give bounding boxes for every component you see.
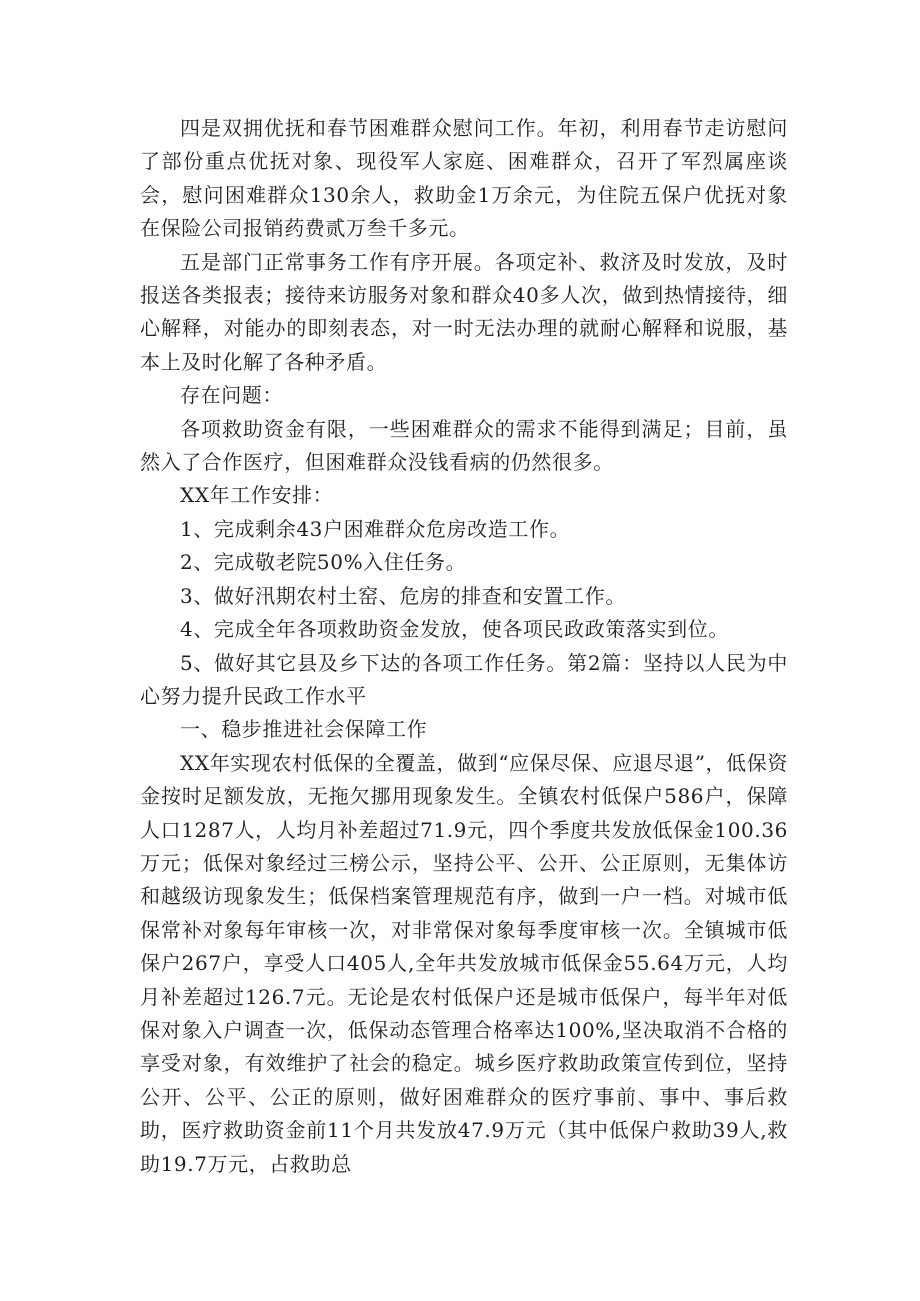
plan-item-5: 5、做好其它县及乡下达的各项工作任务。第2篇：坚持以人民为中心努力提升民政工作水平 xyxy=(140,650,788,708)
section-heading-social-security: 一、稳步推进社会保障工作 xyxy=(180,717,428,742)
paragraph-dibao: XX年实现农村低保的全覆盖，做到“应保尽保、应退尽退”，低保资金按时足额发放，无拖欠挪用现象发生。全镇农村低保户586户，保障人口1287人，人均月补差超过71.9元，四个季度共发放低保金100.36万元；低保对象经过三榜公示，坚持公平、公开、公正原则，无集体访和越级访现象发生；低保档案管理规范有序，做到一户一档。对城市低保常补对象每年审核一次，对非常保对象每季度审核一次。全镇城市低保户267户，享受人口405人,全年共发放城市低保金55.64万元，人均月补差超过126.7元。无论是农村低保户还是城市低保户，每半年对低保对象入户调查一次，低保动态管理合格率达100%,坚决取消不合格的享受对象，有效维护了社会的稳定。城乡医疗救助政策宣传到位，坚持公开、公平、公正的原则，做好困难群众的医疗事前、事中、事后救助，医疗救助资金前11个月共发放47.9万元（其中低保户救助39人,救助19.7万元，占救助总 xyxy=(140,750,788,1176)
paragraph-problems: 各项救助资金有限，一些困难群众的需求不能得到满足；目前，虽然入了合作医疗，但困难群众没钱看病的仍然很多。 xyxy=(140,416,788,475)
paragraph-shuangyong: 四是双拥优抚和春节困难群众慰问工作。年初，利用春节走访慰问了部份重点优抚对象、现役军人家庭、困难群众，召开了军烈属座谈会，慰问困难群众130余人，救助金1万余元，为住院五保户优抚对象在保险公司报销药费贰万叁千多元。 xyxy=(140,116,788,241)
plan-item-2: 2、完成敬老院50%入住任务。 xyxy=(180,550,467,575)
paragraph-bumen: 五是部门正常事务工作有序开展。各项定补、救济及时发放，及时报送各类报表；接待来访服务对象和群众40多人次，做到热情接待，细心解释，对能办的即刻表态，对一时无法办理的就耐心解释和说服，基本上及时化解了各种矛盾。 xyxy=(140,249,788,374)
paragraph-problems-heading: 存在问题： xyxy=(180,383,283,408)
plan-item-4: 4、完成全年各项救助资金发放，使各项民政政策落实到位。 xyxy=(180,617,729,642)
paragraph-plan-heading: XX年工作安排： xyxy=(180,483,334,508)
document-body xyxy=(140,112,788,1181)
plan-item-3: 3、做好汛期农村土窑、危房的排查和安置工作。 xyxy=(180,583,626,608)
plan-item-1: 1、完成剩余43户困难群众危房改造工作。 xyxy=(180,516,571,541)
